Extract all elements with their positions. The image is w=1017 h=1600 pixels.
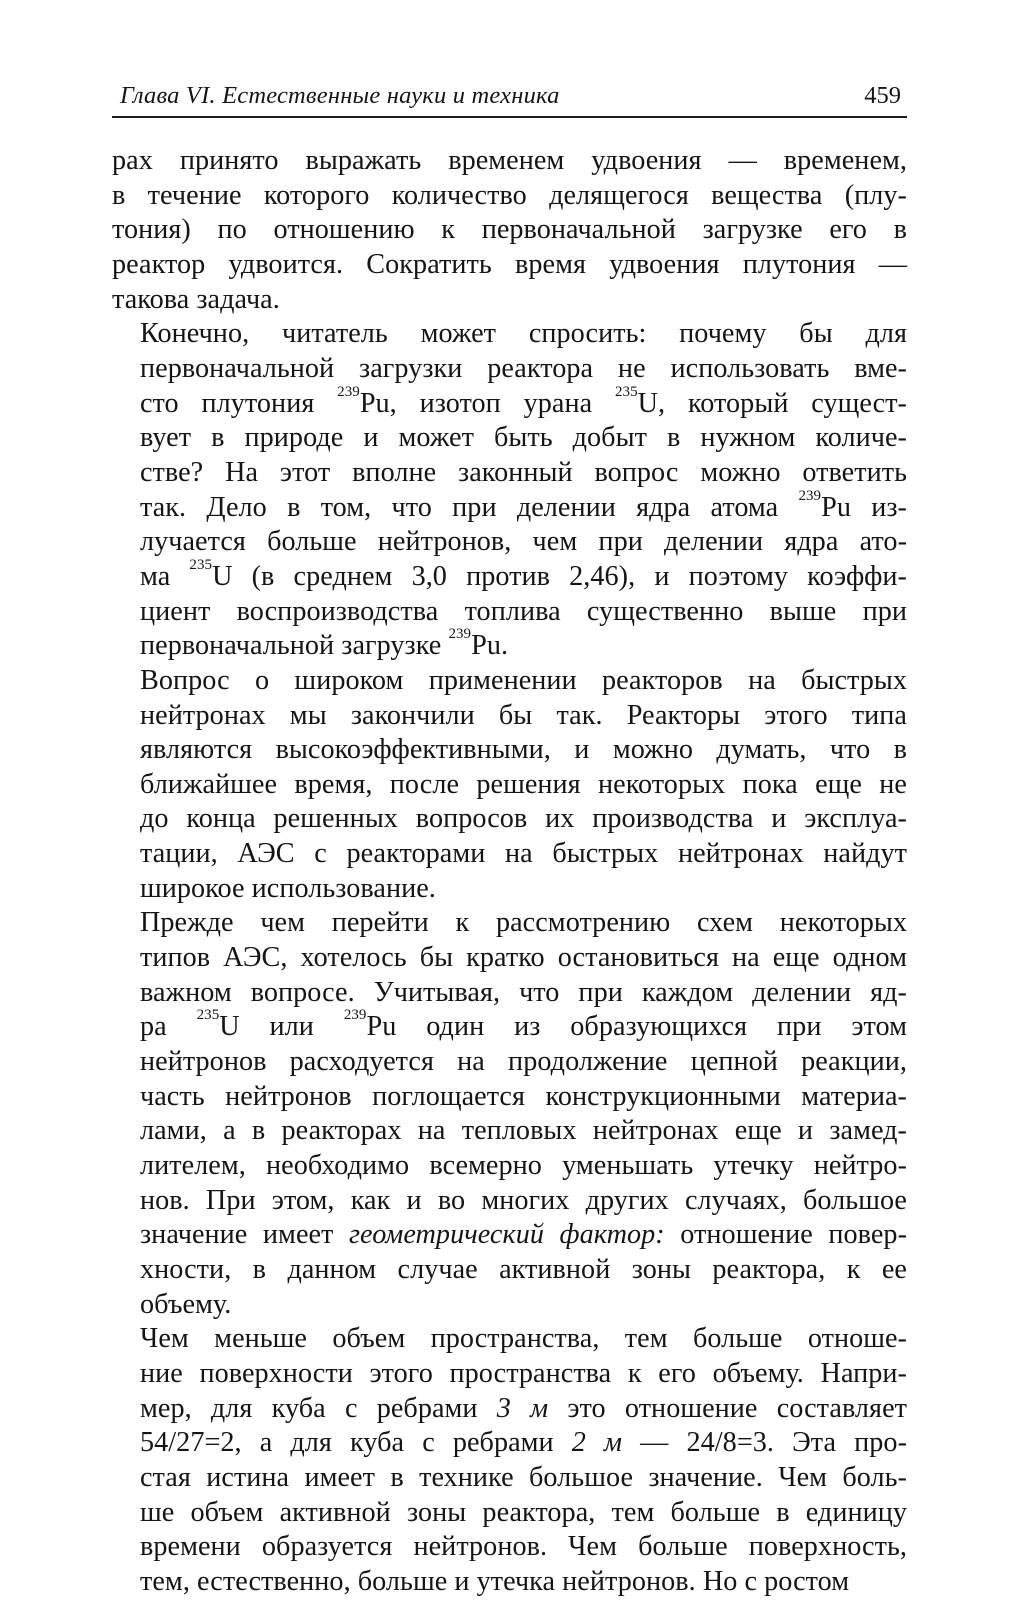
text-line: нейтронах мы закончили бы так. Реакторы этого типа	[140, 699, 907, 731]
text-line: вует в природе и может быть добыт в нужном количе-	[140, 422, 907, 454]
text-line: сто плутония $^{239}$Pu, изотоп урана $^{235}$U, который сущест-	[140, 383, 907, 419]
text-line: ше объем активной зоны реактора, тем больше в единицу	[140, 1496, 907, 1528]
paragraph	[112, 317, 907, 664]
text-line: Прежде чем перейти к рассмотрению схем некоторых	[140, 907, 907, 939]
text-line: важном вопросе. Учитывая, что при каждом делении яд-	[140, 976, 907, 1008]
text-line: лителем, необходимо всемерно уменьшать утечку нейтро-	[140, 1150, 907, 1182]
text-line: Чем меньше объем пространства, тем больше отноше-	[140, 1323, 907, 1355]
text-line: реактор удвоится. Сократить время удвоения плутония —	[112, 248, 907, 280]
book-page	[112, 76, 908, 1597]
text-line: значение имеет геометрический фактор: отношение повер-	[140, 1219, 908, 1251]
text-line: тем, естественно, больше и утечка нейтронов. Но с ростом	[140, 1565, 850, 1597]
text-line: 54/27=2, а для куба с ребрами 2 м — 24/8=3. Эта про-	[140, 1427, 908, 1459]
text-line: тации, АЭС с реакторами на быстрых нейтронах найдут	[140, 838, 907, 870]
text-line: хности, в данном случае активной зоны реактора, к ее	[140, 1254, 907, 1285]
text-line: стве? На этот вполне законный вопрос можно ответить	[140, 456, 907, 488]
paragraph	[112, 1322, 907, 1599]
page-number: 459	[864, 82, 901, 109]
text-line: тония) по отношению к первоначальной загрузке его в	[112, 214, 907, 246]
text-line: циент воспроизводства топлива существенно выше при	[140, 595, 907, 627]
paragraph	[112, 144, 907, 317]
paragraph	[112, 664, 907, 907]
text-line: типов АЭС, хотелось бы кратко остановиться на еще одном	[140, 942, 907, 974]
text-line: первоначальной загрузки реактора не использовать вме-	[140, 352, 907, 384]
text-line: Вопрос о широком применении реакторов на быстрых	[140, 664, 907, 696]
text-line: нов. При этом, как и во многих других случаях, большое	[140, 1184, 907, 1216]
text-line: широкое использование.	[140, 872, 436, 904]
text-line: ма $^{235}$U (в среднем 3,0 против 2,46), и поэтому коэффи-	[140, 556, 907, 592]
text-line: ние поверхности этого пространства к его объему. Напри-	[140, 1357, 907, 1389]
text-line: мер, для куба с ребрами 3 м это отношение составляет	[140, 1392, 907, 1424]
text-line: первоначальной загрузке $^{239}$Pu.	[140, 626, 509, 662]
text-line: времени образуется нейтронов. Чем больше поверхность,	[140, 1531, 907, 1563]
text-line: рах принято выражать временем удвоения — временем,	[112, 145, 907, 176]
text-line: являются высокоэффективными, и можно думать, что в	[140, 734, 907, 766]
text-line: такова задача.	[112, 283, 280, 315]
text-line: Конечно, читатель может спросить: почему бы для	[140, 318, 907, 350]
text-line: стая истина имеет в технике большое значение. Чем боль-	[140, 1461, 907, 1493]
text-line: часть нейтронов поглощается конструкционными материа-	[140, 1080, 907, 1112]
running-title: Глава VI. Естественные науки и техника	[120, 82, 560, 109]
page-body	[112, 144, 907, 1600]
text-line: ра $^{235}$U или $^{239}$Pu один из образующихся при этом	[140, 1007, 907, 1043]
paragraph	[112, 906, 907, 1322]
text-line: лучается больше нейтронов, чем при делении ядра ато-	[140, 526, 907, 558]
text-line: ближайшее время, после решения некоторых пока еще не	[140, 768, 907, 800]
running-header	[112, 76, 907, 118]
text-line: так. Дело в том, что при делении ядра атома $^{239}$Pu из-	[140, 487, 907, 523]
text-line: до конца решенных вопросов их производства и эксплуа-	[140, 803, 907, 835]
text-line: в течение которого количество делящегося вещества (плу-	[112, 179, 907, 211]
text-line: лами, а в реакторах на тепловых нейтронах еще и замед-	[140, 1115, 907, 1147]
text-line: нейтронов расходуется на продолжение цепной реакции,	[140, 1046, 907, 1078]
text-line: объему.	[140, 1288, 232, 1320]
